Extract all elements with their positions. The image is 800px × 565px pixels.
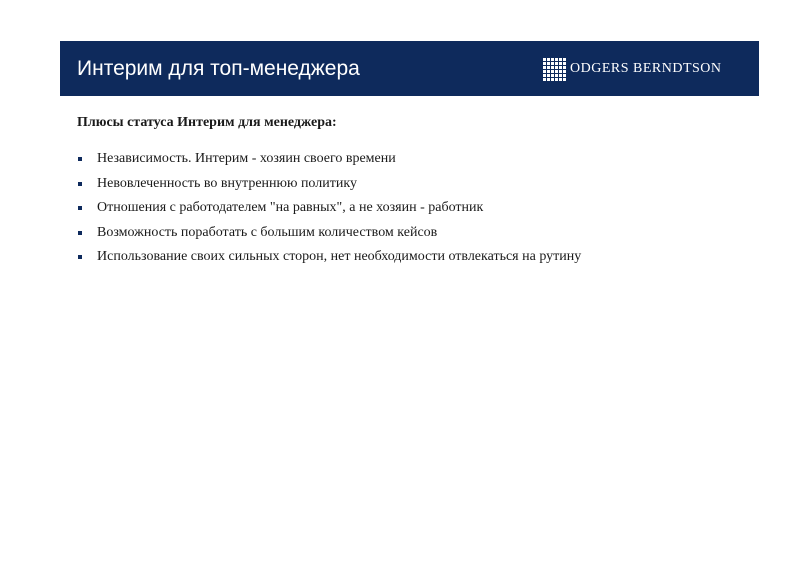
square-bullet-icon [78,157,82,161]
bullet-text: Отношения с работодателем "на равных", а не хозяин - работник [97,200,484,215]
bullet-item [77,245,757,270]
bullet-text: Независимость. Интерим - хозяин своего времени [97,151,396,166]
square-bullet-icon [78,182,82,186]
content-area [77,115,757,270]
bullet-text: Использование своих сильных сторон, нет необходимости отвлекаться на рутину [97,249,582,264]
bullet-item [77,221,757,246]
bullet-text: Возможность поработать с большим количеством кейсов [97,224,438,240]
content-subtitle: Плюсы статуса Интерим для менеджера: [77,115,337,130]
square-bullet-icon [78,206,82,210]
logo-grid-icon [543,58,566,81]
bullet-item [77,196,757,221]
bullet-item [77,147,757,172]
bullet-item [77,172,757,197]
bullet-text: Невовлеченность во внутреннюю политику [97,175,357,191]
slide-title: Интерим для топ-менеджера [77,57,360,80]
header-bar [60,41,759,96]
square-bullet-icon [78,231,82,235]
company-logo [543,55,722,83]
logo-text: ODGERS BERNDTSON [570,61,722,76]
bullet-list [77,147,757,270]
square-bullet-icon [78,255,82,259]
